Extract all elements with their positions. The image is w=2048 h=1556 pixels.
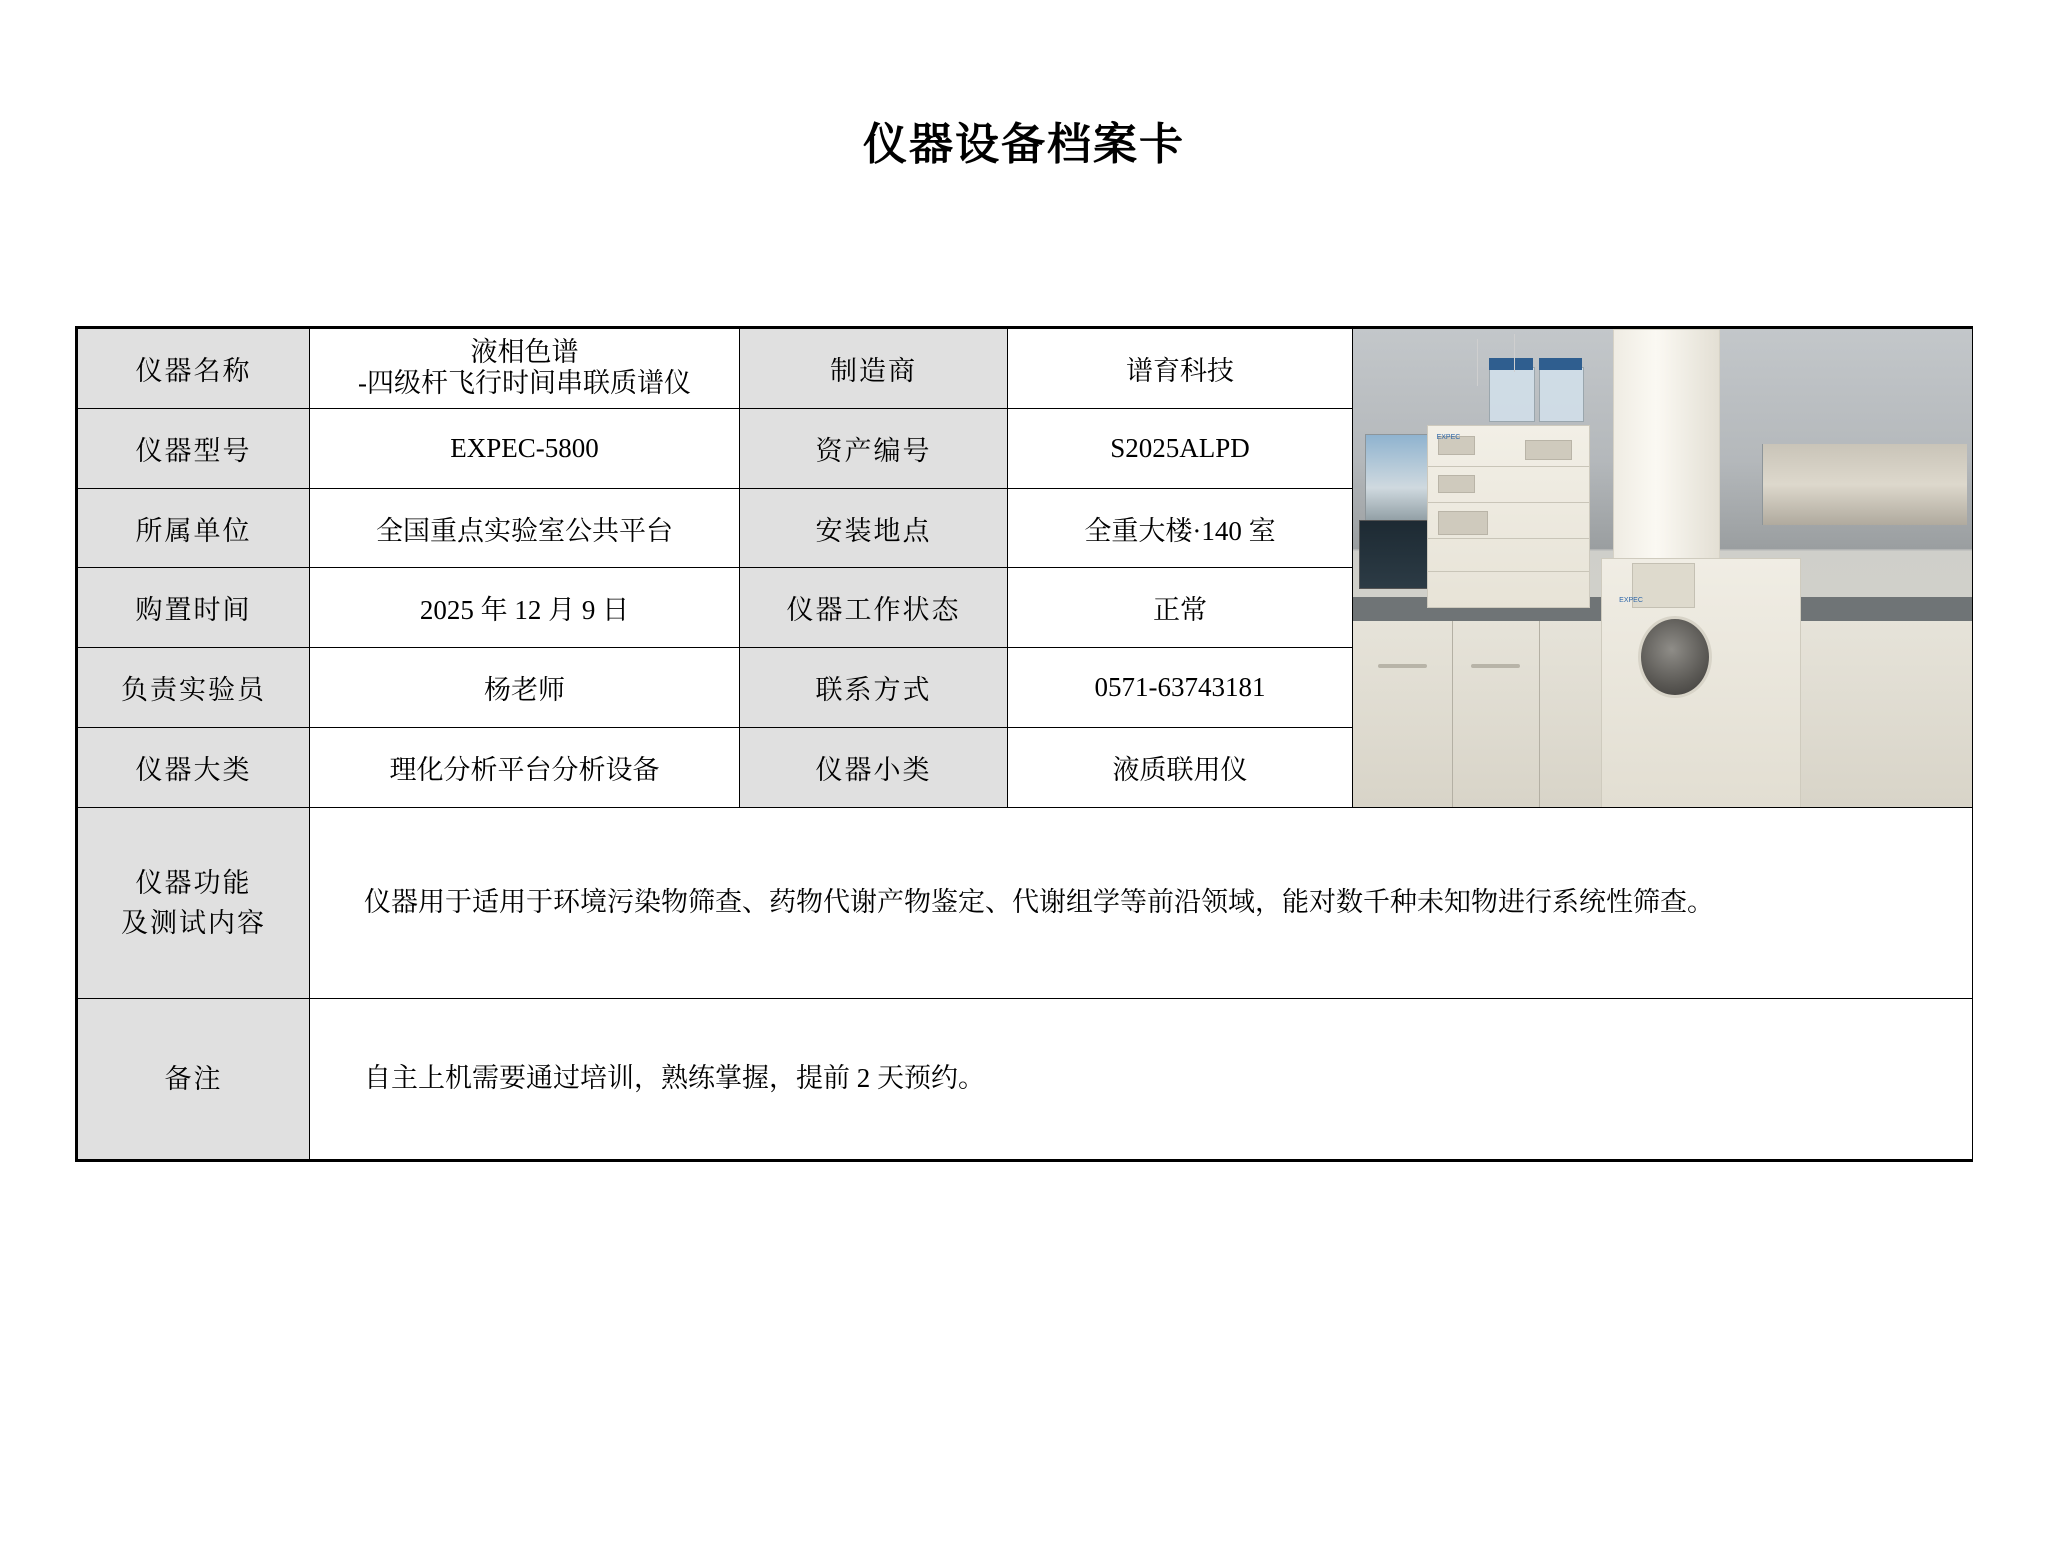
row-value-manufacturer: 谱育科技	[1008, 329, 1353, 409]
row-value-subcategory: 液质联用仪	[1008, 728, 1353, 808]
row-value-contact: 0571-63743181	[1008, 648, 1353, 728]
instrument-photo	[1353, 329, 1972, 807]
row-value-unit: 全国重点实验室公共平台	[310, 488, 740, 568]
photo-solvent-bottle	[1539, 367, 1584, 422]
photo-monitor	[1359, 520, 1435, 589]
row-value-asset-number: S2025ALPD	[1008, 408, 1353, 488]
row-value-note: 自主上机需要通过培训，熟练掌握，提前 2 天预约。	[310, 999, 1973, 1160]
photo-tubing	[1477, 339, 1478, 387]
function-label-line1: 仪器功能	[135, 867, 252, 898]
row-label-contact: 联系方式	[740, 648, 1008, 728]
photo-brand-logo-lc: EXPEC	[1436, 434, 1461, 442]
row-label-purchase-date: 购置时间	[78, 568, 310, 648]
note-row	[78, 999, 1973, 1160]
row-label-location: 安装地点	[740, 488, 1008, 568]
photo-cabinet-divider	[1452, 621, 1453, 807]
photo-lc-stack	[1427, 425, 1590, 609]
row-value-purchase-date: 2025 年 12 月 9 日	[310, 568, 740, 648]
photo-window-right	[1762, 444, 1967, 525]
row-value-instrument-name	[310, 329, 740, 409]
photo-cabinet-handle	[1471, 664, 1521, 668]
photo-tubing	[1514, 334, 1515, 372]
row-label-instrument-name: 仪器名称	[78, 329, 310, 409]
function-label-line2: 及测试内容	[121, 908, 266, 938]
row-label-model: 仪器型号	[78, 408, 310, 488]
photo-cabinet-divider	[1539, 621, 1540, 807]
document-page	[0, 108, 2048, 1556]
row-value-function: 仪器用于适用于环境污染物筛查、药物代谢产物鉴定、代谢组学等前沿领域，能对数千种未知物进行系统性筛查。	[310, 808, 1973, 999]
row-value-location: 全重大楼·140 室	[1008, 488, 1353, 568]
row-label-asset-number: 资产编号	[740, 408, 1008, 488]
table-row	[78, 329, 1973, 409]
row-label-subcategory: 仪器小类	[740, 728, 1008, 808]
row-label-category: 仪器大类	[78, 728, 310, 808]
row-label-unit: 所属单位	[78, 488, 310, 568]
equipment-info-table	[77, 328, 1973, 1160]
row-label-note: 备注	[78, 999, 310, 1160]
photo-brand-logo: EXPEC	[1619, 596, 1643, 604]
row-value-operator: 杨老师	[310, 648, 740, 728]
instrument-photo-cell	[1353, 329, 1973, 808]
photo-cabinet-handle	[1378, 664, 1428, 668]
row-value-status: 正常	[1008, 568, 1353, 648]
row-label-manufacturer: 制造商	[740, 329, 1008, 409]
row-label-function	[78, 808, 310, 999]
row-label-status: 仪器工作状态	[740, 568, 1008, 648]
instrument-name-line1: 液相色谱	[470, 337, 579, 368]
photo-bottle-cap	[1489, 358, 1532, 370]
function-row	[78, 808, 1973, 999]
row-value-category: 理化分析平台分析设备	[310, 728, 740, 808]
instrument-name-line2: -四级杆飞行时间串联质谱仪	[358, 368, 691, 399]
row-value-model: EXPEC-5800	[310, 408, 740, 488]
page-title: 仪器设备档案卡	[863, 120, 1185, 169]
equipment-archive-card	[75, 326, 1973, 1162]
photo-ms-source-port	[1638, 616, 1712, 698]
photo-solvent-bottle	[1489, 367, 1534, 422]
photo-bottle-cap	[1539, 358, 1582, 370]
row-label-operator: 负责实验员	[78, 648, 310, 728]
